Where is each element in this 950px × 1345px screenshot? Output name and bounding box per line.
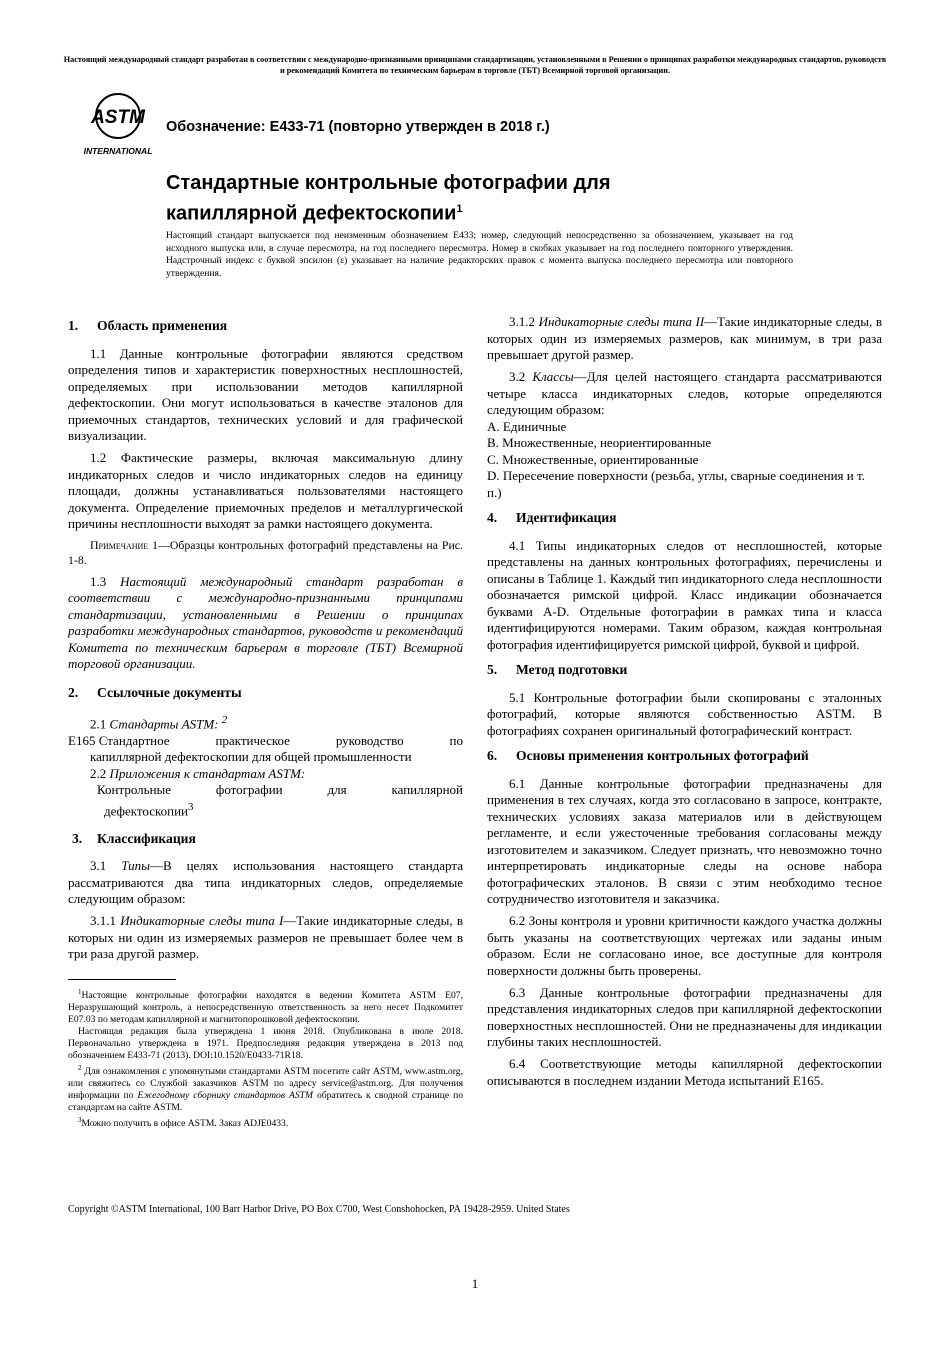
para-1-3: 1.3 Настоящий международный стандарт разработан в соответствии с международно-признанными принципами стандартизации, установленными в Решении о принципах разработки международных стандартов, руководств и рекомендаций Комитета по техническим барьерам в торговле (ТБТ) Всемирной торговой организации. bbox=[68, 573, 463, 671]
para-3-1-2: 3.1.2 Индикаторные следы типа II—Такие индикаторные следы, в которых один из измеряемых размеров, как минимум, в три раза превышает другой размер. bbox=[487, 314, 883, 362]
para-6-2: 6.2 Зоны контроля и уровни критичности каждого участка должны быть указаны на соответствующих чертежах или заданы иным образом. Если не согласовано иное, все доступные для контроля поверхности должны быть проверены. bbox=[487, 913, 882, 978]
designation: Обозначение: E433-71 (повторно утвержден в 2018 г.) bbox=[166, 119, 550, 135]
ref-e165-line2: капиллярной дефектоскопии для общей промышленности bbox=[90, 749, 412, 765]
ref-2-1: 2.1 Стандарты ASTM: $^2$ bbox=[90, 714, 228, 732]
note-1: Примечание 1—Образцы контрольных фотографий представлены на Рис. 1-8. bbox=[68, 538, 463, 567]
page-number: 1 bbox=[471, 1276, 479, 1291]
section-2-heading: 2. Ссылочные документы bbox=[68, 684, 242, 700]
para-6-1: 6.1 Данные контрольные фотографии предназначены для применения в тех случаях, когда это согласовано в запросе, контракте, технических условиях заказа материалов или в действующем регламенте, и если ужесточенные требования согласованы между изготовителем и заказчиком. Следует признать, что невозможно точно интерпретировать индикаторные следы на основе набора фотографических эталонов. В связи с этим необходимо тесное сотрудничество изготовителя и заказчика. bbox=[487, 775, 882, 906]
footnotes bbox=[68, 986, 463, 1131]
section-5-heading: 5. Метод подготовки bbox=[487, 662, 628, 677]
para-6-4: 6.4 Соответствующие методы капиллярной дефектоскопии описываются в последнем издании Метода испытаний E165. bbox=[487, 1056, 882, 1088]
class-a: A. Единичные bbox=[487, 418, 567, 434]
para-1-2: 1.2 Фактические размеры, включая максимальную длину индикаторных следов и число индикаторных следов на единицу площади, должны устанавливаться пользователями настоящего документа. Определение приемочных пределов и металлургической причины несплошности выходят за рамки настоящего документа. bbox=[68, 450, 463, 531]
class-d: D. Пересечение поверхности (резьба, углы, сварные соединения и т. п.) bbox=[487, 468, 865, 500]
footnote-3: $^3$Можно получить в офисе ASTM. Заказ ADJE0433. bbox=[78, 1116, 289, 1130]
issue-note: Настоящий стандарт выпускается под неизменным обозначением E433; номер, следующий непосредственно за обозначением, указывает на год исходного выпуска или, в случае пересмотра, на год последнего пересмотра. Номер в скобках указывает на год последнего повторного утверждения. Надстрочный индекс с буквой эпсилон (ε) указывает на наличие редакторских правок с момента выпуска последнего пересмотра или повторного утверждения. bbox=[166, 230, 793, 279]
para-3-2: 3.2 Классы—Для целей настоящего стандарта рассматриваются четыре класса индикаторных следов, которые определяются следующим образом: bbox=[487, 369, 883, 417]
section-1-heading: 1. Область применения bbox=[68, 318, 228, 333]
footnote-1: $^1$Настоящие контрольные фотографии находятся в ведении Комитета ASTM E07, Неразрушающий контроль, а непосредственную ответственность за него несет Подкомитет E07.03 по методам капиллярной и магнитопорошковой дефектоскопии. bbox=[68, 988, 463, 1026]
title-line-1: Стандартные контрольные фотографии для bbox=[166, 172, 611, 194]
ref-appendix: Контрольные фотографии для капиллярной bbox=[97, 782, 463, 798]
left-column bbox=[68, 314, 463, 968]
para-3-1: 3.1 Типы—В целях использования настоящего стандарта рассматриваются два типа индикаторных следов, определяемые следующим образом: bbox=[68, 858, 463, 907]
title-footnote-ref: 1 bbox=[456, 203, 463, 215]
para-5-1: 5.1 Контрольные фотографии были скопированы с эталонных фотографий, которые являются собственностью ASTM. В фотографиях сохранен оригинальный фотографический контраст. bbox=[487, 689, 882, 738]
footnote-2: $^2$ Для ознакомления с упомянутыми стандартами ASTM посетите сайт ASTM, www.astm.org, или свяжитесь со Службой заказчиков ASTM по адресу service@astm.org. Для получения информации по Ежегодному сборнику стандартов ASTM обратитесь к сводной странице по стандартам на сайте ASTM. bbox=[68, 1064, 464, 1114]
logo-text: ASTM bbox=[91, 107, 145, 128]
para-4-1: 4.1 Типы индикаторных следов от несплошностей, которые представлены на данных контрольных фотографиях, перечислены и описаны в Таблице 1. Каждый тип индикаторного следа несплошности обозначается римской цифрой. Класс индикации обозначается буквами A-D. Отдельные фотографии в рамках типа и класса идентифицируются номерами. Таким образом, каждая контрольная фотография идентифицируется римской цифрой, буквой и цифрой. bbox=[487, 537, 882, 652]
title-line-2: капиллярной дефектоскопии bbox=[166, 202, 457, 225]
footnote-1b: Настоящая редакция была утверждена 1 июня 2018. Опубликована в июле 2018. Первоначально утверждена в 1971. Предпоследняя редакция утверждена в 2013 под обозначением E433-71 (2013). DOI:10.1520/E0433-71R18. bbox=[68, 1026, 463, 1062]
ref-appendix-line2: дефектоскопии$^3$ bbox=[104, 800, 194, 819]
right-column bbox=[487, 314, 882, 1095]
section-3-heading: 3. Классификация bbox=[72, 830, 196, 846]
para-3-1-1: 3.1.1 Индикаторные следы типа I—Такие индикаторные следы, в которых ни один из измеряемых размеров не превышает более чем в три раза другой размер. bbox=[68, 913, 463, 962]
para-6-3: 6.3 Данные контрольные фотографии предназначены для представления индикаторных следов при капиллярной дефектоскопии поверхностных несплошностей. Они не предназначены для индикации глубины таких несплошностей. bbox=[487, 984, 882, 1049]
para-1-1: 1.1 Данные контрольные фотографии являются средством определения типов и характеристик поверхностных несплошностей, определяемых при использовании методов капиллярной дефектоскопии. Они могут использоваться в качестве эталонов для приемочных стандартов, технических условий и для графической визуализации. bbox=[68, 345, 463, 443]
top-notice: Настоящий международный стандарт разработан в соответствии с международно-признанными принципами стандартизации, установленными в Решении о принципах разработки международных стандартов, руководств и рекомендаций Комитета по техническим барьерам в торговле (ТБТ) Всемирной торговой организации. bbox=[63, 55, 887, 75]
footnote-rule bbox=[68, 979, 176, 980]
ref-2-2: 2.2 Приложения к стандартам ASTM: bbox=[90, 765, 306, 781]
section-4-heading: 4. Идентификация bbox=[487, 510, 617, 525]
class-c: C. Множественные, ориентированные bbox=[487, 451, 699, 467]
copyright: Copyright ©ASTM International, 100 Barr Harbor Drive, PO Box C700, West Conshohocken, PA 19428-2959. United States bbox=[68, 1204, 570, 1215]
section-6-heading: 6. Основы применения контрольных фотографий bbox=[487, 748, 809, 763]
ref-e165: E165 Стандартное практическое руководство по bbox=[68, 732, 463, 748]
class-b: B. Множественные, неориентированные bbox=[487, 435, 712, 450]
page-title bbox=[166, 170, 806, 227]
astm-logo bbox=[76, 86, 160, 158]
logo-subtitle: INTERNATIONAL bbox=[83, 146, 153, 156]
